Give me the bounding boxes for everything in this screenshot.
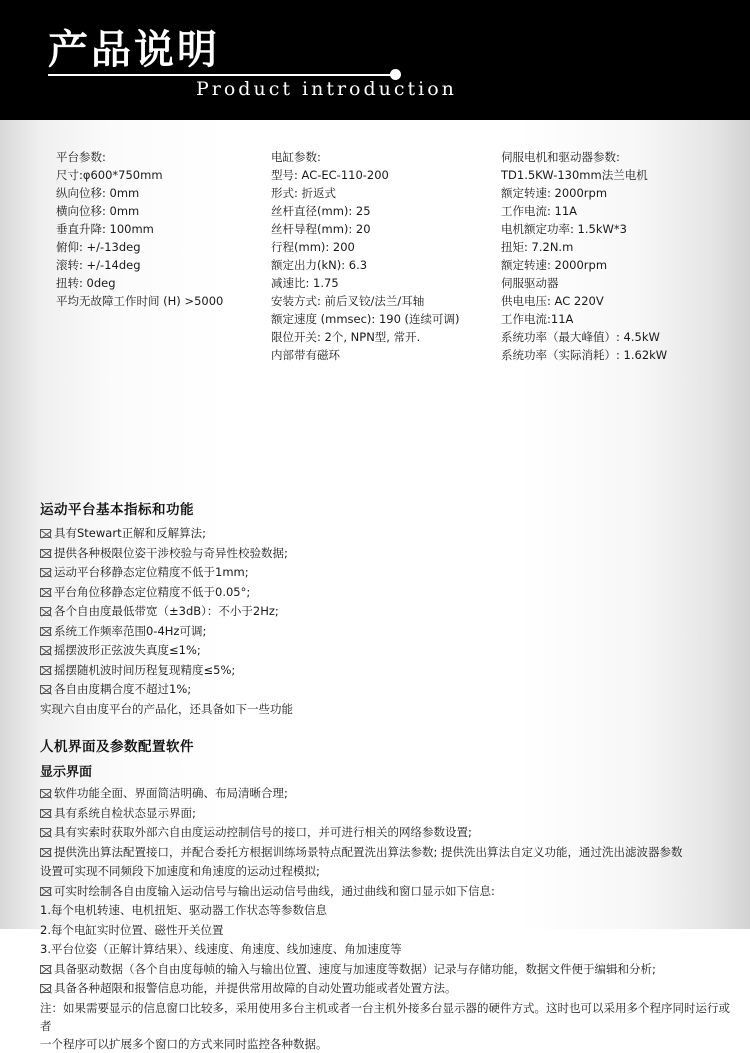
- checkbox-x-icon: [40, 666, 51, 675]
- spec-line: 垂直升降: 100mm: [56, 222, 154, 236]
- bullet-text: 提供洗出算法配置接口，并配合委托方根据训练场景特点配置洗出算法参数; 提供洗出算法自定义功能，通过洗出滤波器参数: [54, 844, 683, 859]
- checkbox-x-icon: [40, 568, 51, 577]
- bullet-item: [40, 641, 730, 661]
- spec-line: 内部带有磁环: [271, 348, 340, 362]
- checkbox-x-icon: [40, 646, 51, 655]
- spec-column-platform: [56, 148, 271, 364]
- spec-line: 减速比: 1.75: [271, 276, 339, 290]
- checkbox-x-icon: [40, 887, 51, 896]
- footnote-line: 一个程序可以扩展多个窗口的方式来同时监控各种数据。: [40, 1036, 328, 1051]
- spec-line: 额定转速: 2000rpm: [501, 258, 608, 272]
- bullet-item: [40, 960, 730, 980]
- checkbox-x-icon: [40, 549, 51, 558]
- section-tail-text: 实现六自由度平台的产品化，还具备如下一些功能: [40, 701, 293, 716]
- footnote-line: 注：如果需要显示的信息窗口比较多，采用使用多台主机或者一台主机外接多台显示器的硬件方式。这时也可以采用多个程序同时运行或者: [40, 1000, 730, 1033]
- bullet-item: [40, 563, 730, 583]
- spec-line: 丝杆直径(mm): 25: [271, 204, 371, 218]
- bullet-text: 平台角位移静态定位精度不低于0.05°;: [54, 584, 251, 599]
- bullet-item: [40, 622, 730, 642]
- spec-line: 形式: 折返式: [271, 186, 337, 200]
- bullet-item: [40, 524, 730, 544]
- numbered-item: 1.每个电机转速、电机扭矩、驱动器工作状态等参数信息: [40, 903, 327, 917]
- section-title: 运动平台基本指标和功能: [40, 502, 194, 518]
- section-title: 人机界面及参数配置软件: [40, 739, 194, 755]
- hmi-section: [40, 735, 730, 1053]
- spec-line: 扭矩: 7.2N.m: [501, 240, 574, 254]
- spec-column-cylinder: [271, 148, 501, 364]
- spec-line: 横向位移: 0mm: [56, 204, 140, 218]
- spec-line: 扭转: 0deg: [56, 276, 116, 290]
- bullet-text: 摇摆波形正弦波失真度≤1%;: [54, 643, 201, 657]
- bullet-text: 系统工作频率范围0-4Hz可调;: [54, 623, 207, 638]
- bullet-item: [40, 784, 730, 804]
- bullet-text: 各自由度耦合度不超过1%;: [54, 682, 192, 696]
- bullet-text: 具有Stewart正解和反解算法;: [54, 526, 206, 540]
- bullet-wrapped-text: 设置可实现不同频段下加速度和角速度的运动过程模拟;: [40, 864, 320, 878]
- bullet-item: [40, 602, 730, 622]
- bullet-item: [40, 544, 730, 564]
- checkbox-x-icon: [40, 848, 51, 857]
- checkbox-x-icon: [40, 789, 51, 798]
- checkbox-x-icon: [40, 627, 51, 636]
- bullet-text: 具有实索时获取外部六自由度运动控制信号的接口，并可进行相关的网络参数设置;: [54, 825, 472, 839]
- spec-line: 尺寸:φ600*750mm: [56, 168, 163, 182]
- spec-heading: 平台参数:: [56, 150, 106, 164]
- spec-columns: [0, 148, 750, 364]
- spec-line: 供电电压: AC 220V: [501, 294, 604, 308]
- bullet-text: 摇摆随机波时间历程复现精度≤5%;: [54, 662, 236, 677]
- spec-line: 工作电流: 11A: [501, 204, 578, 218]
- bullet-text: 具备驱动数据（各个自由度每帧的输入与输出位置、速度与加速度等数据）记录与存储功能，数据文件便于编辑和分析;: [54, 961, 656, 976]
- title-divider: [48, 74, 396, 76]
- bullet-text: 软件功能全面、界面简洁明确、布局清晰合理;: [54, 786, 288, 800]
- bullet-item: [40, 843, 730, 863]
- bullet-item: [40, 680, 730, 700]
- spec-line: 平均无故障工作时间 (H) >5000: [56, 294, 224, 308]
- bullet-item: [40, 661, 730, 681]
- spec-line: 额定速度 (mmsec): 190 (连续可调): [271, 312, 460, 326]
- checkbox-x-icon: [40, 685, 51, 694]
- spec-line: 滚转: +/-14deg: [56, 258, 141, 272]
- checkbox-x-icon: [40, 588, 51, 597]
- numbered-item: 3.平台位姿（正解计算结果）、线速度、角速度、线加速度、角加速度等: [40, 942, 402, 956]
- spec-line: 行程(mm): 200: [271, 240, 355, 254]
- bullet-text: 具有系统自检状态显示界面;: [54, 805, 196, 820]
- numbered-item: 2.每个电缸实时位置、磁性开关位置: [40, 922, 224, 937]
- bullet-item: [40, 882, 730, 902]
- bullet-item: [40, 804, 730, 824]
- spec-heading: 伺服电机和驱动器参数:: [501, 150, 620, 164]
- spec-line: 丝杆导程(mm): 20: [271, 222, 371, 236]
- spec-line: 额定出力(kN): 6.3: [271, 258, 368, 272]
- checkbox-x-icon: [40, 529, 51, 538]
- bullet-text: 具备各种超限和报警信息功能，并提供常用故障的自动处置功能或者处置方法。: [54, 981, 457, 995]
- spec-line: 限位开关: 2个, NPN型, 常开.: [271, 330, 421, 344]
- header-banner: [0, 0, 750, 120]
- spec-line: 俯仰: +/-13deg: [56, 240, 141, 254]
- spec-line: 安装方式: 前后叉铰/法兰/耳轴: [271, 294, 425, 308]
- checkbox-x-icon: [40, 965, 51, 974]
- page-body: [0, 120, 750, 1051]
- section-subtitle: 显示界面: [40, 765, 93, 780]
- bullet-text: 各个自由度最低带宽（±3dB）：不小于2Hz;: [54, 604, 279, 618]
- bullet-text: 提供各种极限位姿干涉校验与奇异性校验数据;: [54, 545, 288, 560]
- spec-line: 额定转速: 2000rpm: [501, 186, 608, 200]
- spec-line: TD1.5KW-130mm法兰电机: [501, 168, 648, 182]
- spec-line: 电机额定功率: 1.5kW*3: [501, 222, 627, 236]
- checkbox-x-icon: [40, 809, 51, 818]
- bullet-item: [40, 583, 730, 603]
- bullet-item: [40, 823, 730, 843]
- page-subtitle: Product introduction: [196, 78, 457, 100]
- spec-column-servo: [501, 148, 741, 364]
- spec-line: 纵向位移: 0mm: [56, 186, 140, 200]
- checkbox-x-icon: [40, 607, 51, 616]
- bullet-item: [40, 979, 730, 999]
- checkbox-x-icon: [40, 828, 51, 837]
- bullet-text: 运动平台移静态定位精度不低于1mm;: [54, 565, 249, 579]
- motion-platform-section: [40, 498, 730, 719]
- spec-line: 系统功率（最大峰值）: 4.5kW: [501, 330, 660, 344]
- spec-line: 型号: AC-EC-110-200: [271, 168, 389, 182]
- spec-line: 伺服驱动器: [501, 276, 559, 290]
- spec-line: 系统功率（实际消耗）: 1.62kW: [501, 348, 668, 362]
- checkbox-x-icon: [40, 984, 51, 993]
- page-title: 产品说明: [48, 27, 220, 73]
- bullet-text: 可实时绘制各自由度输入运动信号与输出运动信号曲线，通过曲线和窗口显示如下信息:: [54, 883, 495, 898]
- spec-heading: 电缸参数:: [271, 150, 321, 164]
- spec-line: 工作电流:11A: [501, 312, 574, 326]
